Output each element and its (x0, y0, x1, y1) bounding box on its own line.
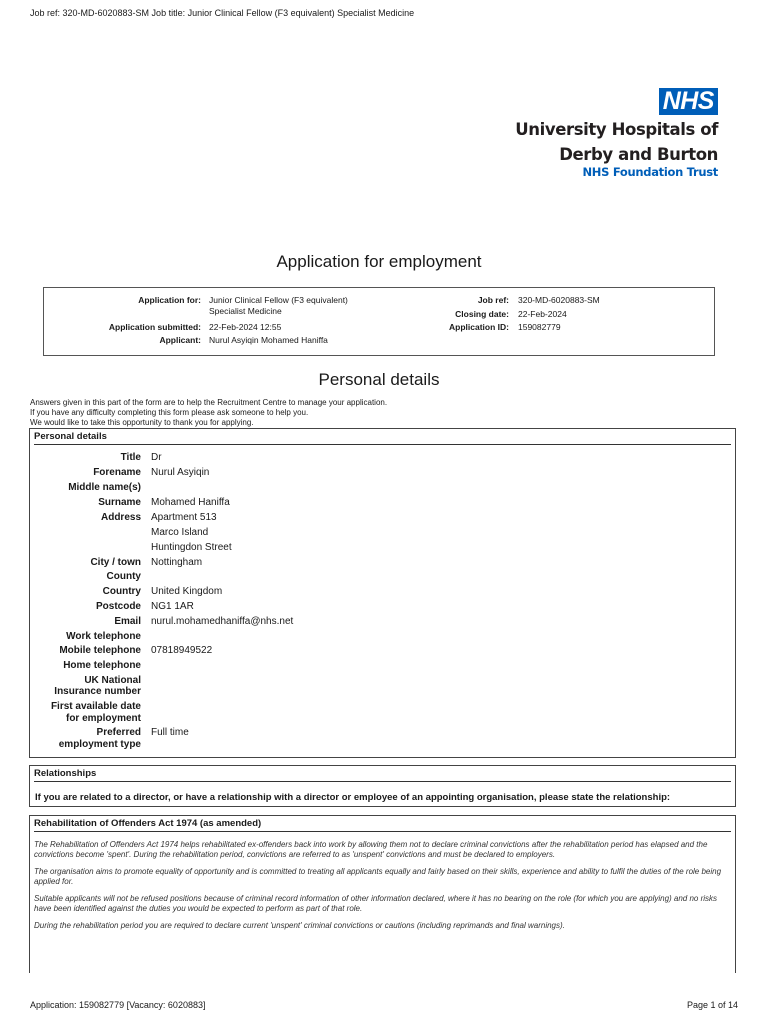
nhs-logo-icon: NHS (659, 88, 718, 115)
intro-text (30, 398, 387, 427)
nhs-trust-logo (515, 88, 718, 180)
relationships-title: Relationships (34, 768, 731, 782)
field-value: nurul.mohamedhaniffa@nhs.net (151, 616, 294, 627)
org-name-line3: NHS Foundation Trust (582, 165, 718, 179)
field-label: employment type (58, 739, 141, 750)
field-label: Home telephone (63, 660, 141, 671)
field-label: Postcode (95, 601, 141, 612)
field-label: First available date (50, 701, 141, 712)
field-label: UK National (84, 675, 141, 686)
intro-line: We would like to take this opportunity to thank you for applying. (30, 417, 254, 427)
field-value: Apartment 513 (151, 512, 217, 523)
field-label: Country (102, 586, 141, 597)
field-value: Huntingdon Street (151, 542, 232, 553)
field-label: Surname (98, 497, 141, 508)
field-label: Insurance number (54, 686, 141, 697)
relationships-question: If you are related to a director, or have a relationship with a director or employee of an appointing organisation, please state the relationship: (35, 792, 671, 803)
rehabilitation-section (29, 815, 736, 973)
field-label: Address (100, 512, 141, 523)
field-value: Nurul Asyiqin (151, 467, 210, 478)
field-value: Dr (151, 452, 162, 463)
org-name-line1: University Hospitals of (515, 120, 718, 139)
personal-details-section (29, 428, 736, 758)
job-ref-label: Job ref: (477, 295, 509, 305)
field-label: Mobile telephone (59, 645, 141, 656)
footer-page-number: Page 1 of 14 (686, 1000, 738, 1010)
field-value: United Kingdom (151, 586, 223, 597)
field-label: Title (120, 452, 141, 463)
intro-line: If you have any difficulty completing this form please ask someone to help you. (30, 407, 309, 417)
org-name-line2: Derby and Burton (559, 145, 718, 164)
field-value: Nottingham (151, 557, 203, 568)
field-label: Email (114, 616, 141, 627)
application-id-label: Application ID: (449, 322, 509, 332)
field-label: Work telephone (66, 631, 141, 642)
field-label: Forename (93, 467, 141, 478)
application-for-label: Application for: (138, 295, 201, 305)
field-value: Marco Island (151, 527, 209, 538)
personal-details-title: Personal details (34, 431, 731, 445)
field-value: Mohamed Haniffa (151, 497, 230, 508)
footer-application-ref: Application: 159082779 [Vacancy: 6020883] (30, 1000, 206, 1010)
rehab-paragraph: Suitable applicants will not be refused positions because of criminal record information of other information declared, where it has no bearing on the role (for which you are applying) and no risks have been identified against the duties you would be expected to perform as part of that role. (34, 894, 718, 913)
application-summary-box (43, 287, 715, 356)
application-for-line2: Specialist Medicine (209, 305, 282, 316)
rehab-paragraph: During the rehabilitation period you are required to declare current 'unspent' criminal convictions or cautions (including reprimands and final warnings). (34, 921, 565, 930)
field-label: Preferred (96, 727, 141, 738)
submitted-label: Application submitted: (108, 322, 201, 332)
closing-date-value: 22-Feb-2024 (518, 308, 567, 319)
relationships-section (29, 765, 736, 807)
submitted-value: 22-Feb-2024 12:55 (209, 322, 282, 332)
rehab-paragraph: The Rehabilitation of Offenders Act 1974 helps rehabilitated ex-offenders back into work by allowing them not to declare criminal convictions after the rehabilitation period has elapsed and the convictions become 'spent'. During the rehabilitation period, convictions are referred to as 'unspent' convictions and must be declared to employers. (34, 840, 708, 859)
job-ref-value: 320-MD-6020883-SM (518, 295, 600, 305)
field-value: NG1 1AR (151, 601, 194, 612)
section-heading-personal-details: Personal details (318, 370, 440, 389)
field-value: Full time (151, 727, 189, 738)
application-for-line1: Junior Clinical Fellow (F3 equivalent) (209, 295, 348, 305)
application-id-value: 159082779 (518, 322, 561, 332)
page-header-line: Job ref: 320-MD-6020883-SM Job title: Junior Clinical Fellow (F3 equivalent) Specialist Medicine (30, 8, 415, 18)
intro-line: Answers given in this part of the form are to help the Recruitment Centre to manage your application. (30, 398, 388, 407)
closing-date-label: Closing date: (455, 308, 509, 319)
document-title: Application for employment (276, 252, 482, 271)
applicant-value: Nurul Asyiqin Mohamed Haniffa (209, 335, 328, 345)
applicant-label: Applicant: (159, 335, 201, 345)
rehabilitation-title: Rehabilitation of Offenders Act 1974 (as amended) (34, 818, 731, 832)
field-value: 07818949522 (151, 645, 213, 656)
field-label: Middle name(s) (68, 482, 141, 493)
field-label: County (106, 571, 141, 582)
field-label: for employment (65, 713, 141, 724)
field-label: City / town (90, 557, 141, 568)
rehab-paragraph: The organisation aims to promote equality of opportunity and is committed to treating all applicants equally and fairly based on their skills, experience and ability to fulfil the duties of the role being applied for. (34, 867, 722, 886)
